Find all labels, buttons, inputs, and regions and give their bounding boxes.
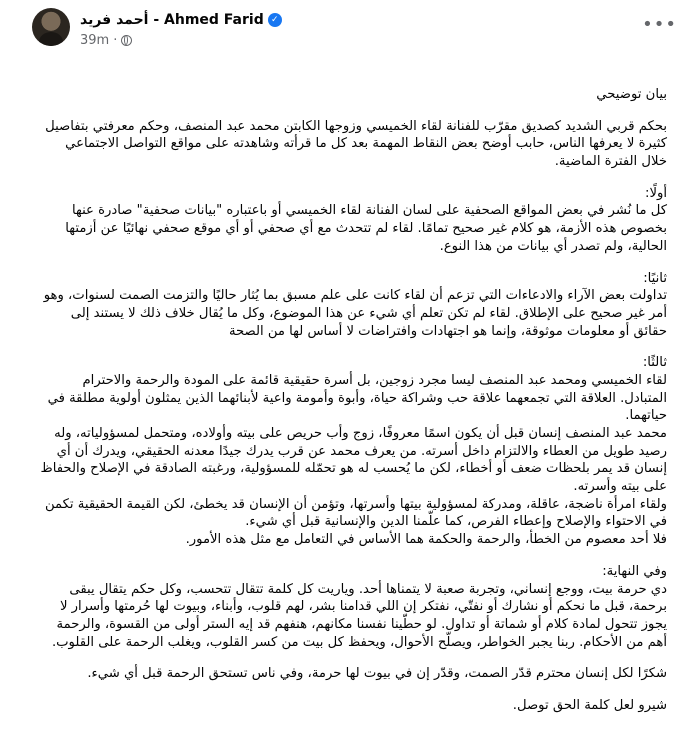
post-paragraph: ثالثًا: لقاء الخميسي ومحمد عبد المنصف ليسا مجرد زوجين، بل أسرة حقيقية قائمة على المودة والرحمة والاحترام المتبادل. العلاقة التي تجمعهما علاقة حب وشراكة حياة، وأبوة وأمومة واعية لأبنائهما الذين يمثلون أولوية مطلقة في حياتهما. محمد عبد المنصف إنسان قبل أن يكون اسمًا معروفًا، زوج وأب حريص على بيته وأولاده، ومتحمل لمسؤولياته، وله رصيد طويل من العطاء والالتزام داخل أسرته. من يعرف محمد عن قرب يدرك جيدًا معدنه الحقيقي، ويدرك أن أي إنسان قد يمر بلحظات ضعف أو أخطاء، لكن ما يُحسب له هو تحمّله للمسؤولية، ورغبته الصادقة في الإصلاح والحفاظ على بيته وأسرته. ولقاء امرأة ناضجة، عاقلة، ومدركة لمسؤولية بيتها وأسرتها، وتؤمن أن الإنسان قد يخطئ، لكن القيمة الحقيقية تكمن في الاحتواء والإصلاح وإعطاء الفرص، كما علّمنا الدين والإنسانية قبل أي شيء. فلا أحد معصوم من الخطأ، والرحمة والحكمة هما الأساس في التعامل مع مثل هذه الأمور. (40, 355, 667, 548)
author-name[interactable]: أحمد فريد - Ahmed Farid (80, 12, 264, 28)
author-avatar[interactable] (32, 8, 70, 46)
post-paragraph: أولًا: كل ما نُشر في بعض المواقع الصحفية على لسان الفنانة لقاء الخميسي أو باعتباره "بيانات صحفية" صادرة عنها بخصوص هذه الأزمة، هو كلام غير صحيح تمامًا. لقاء لم تتحدث مع أي صحفي أو أي موقع صحفي نهائيًا عن أزمتها الحالية، ولم تصدر أي بيانات من هذا النوع. (65, 185, 667, 254)
post-paragraph: بحكم قربي الشديد كصديق مقرّب للفنانة لقاء الخميسي وزوجها الكابتن محمد عبد المنصف، وحكم معرفتي بتفاصيل كثيرة لا يعرفها الناس، حابب أوضح بعض النقاط المهمة بعد كل ما قرأته وشاهدته على مواقع التواصل الاجتماعي خلال الفترة الماضية. (45, 118, 667, 170)
post-header (0, 0, 699, 58)
author-name-row (80, 12, 282, 28)
post-paragraph: ثانيًا: تداولت بعض الآراء والادعاءات التي تزعم أن لقاء كانت على علم مسبق بما يُثار حاليًا والتزمت الصمت لسنوات، وهو أمر غير صحيح على الإطلاق. لقاء لم تكن تعلم أي شيء عن هذا الموضوع، وكل ما يُقال خلاف ذلك لا يستند إلى حقائق أو معلومات موثوقة، وإنما هو اجتهادات وافتراضات لا أساس لها من الصحة (43, 270, 667, 339)
public-globe-icon (121, 35, 132, 46)
post-paragraph: شكرًا لكل إنسان محترم قدّر الصمت، وقدّر إن في بيوت لها حرمة، وفي ناس تستحق الرحمة قبل أي شيء. (87, 666, 667, 682)
post-timestamp[interactable]: 39m (80, 33, 110, 48)
post-paragraph: شيرو لعل كلمة الحق توصل. (512, 697, 667, 713)
post-paragraph: وفي النهاية: دي حرمة بيت، ووجع إنساني، وتجربة صعبة لا يتمناها أحد. وياريت كل كلمة تتقال تتحسب، وكل حكم يتقال يبقى برحمة، قبل ما نحكم أو نشارك أو نفتّي، نفتكر إن اللي قدامنا بشر، لهم قلوب، وأبناء، وبيوت لها حُرمتها وأسرار لا يجوز تتحول لمادة كلام أو شماتة أو تداول. لو حطّينا نفسنا مكانهم، هنفهم قد إيه الستر أولى من القسوة، والرحمة أهم من الأحكام. ربنا يجبر الخواطر، ويصلّح الأحوال، ويحفظ كل بيت من كسر القلوب، ويغلب الرحمة على القلوب. (51, 563, 667, 650)
post-meta: 39m · (80, 33, 132, 48)
post-paragraph: بيان توضيحي (596, 87, 667, 102)
verified-badge-icon: ✓ (268, 13, 282, 27)
post-body (36, 86, 667, 729)
more-options-icon[interactable]: ••• (642, 14, 677, 35)
